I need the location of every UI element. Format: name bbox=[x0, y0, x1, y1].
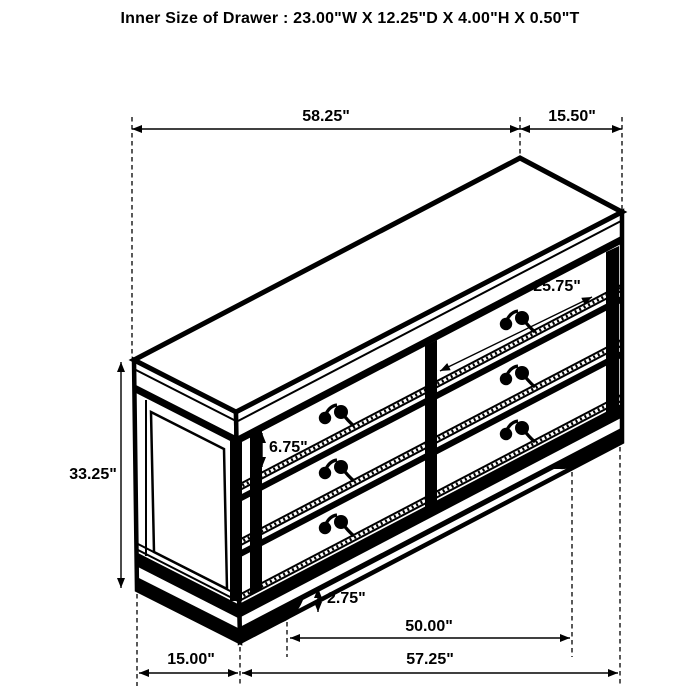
dim-height-label: 33.25" bbox=[69, 466, 117, 483]
center-stile bbox=[425, 340, 437, 507]
dim-drawer-width-label: 25.75" bbox=[533, 278, 581, 295]
dim-top-width-label: 58.25" bbox=[302, 108, 350, 125]
corner-stile bbox=[230, 441, 242, 601]
dim-top-depth-label: 15.50" bbox=[548, 108, 596, 125]
dim-bottom-width-label: 57.25" bbox=[406, 651, 454, 668]
dim-bottom-depth-label: 15.00" bbox=[167, 651, 215, 668]
dim-inner-base-width bbox=[290, 618, 570, 638]
dim-base-clearance-label: 2.75" bbox=[327, 590, 366, 607]
dim-top-depth bbox=[520, 108, 622, 129]
right-stile bbox=[606, 246, 619, 413]
dim-bottom-width bbox=[242, 651, 618, 673]
dim-drawer-height-label: 6.75" bbox=[269, 439, 308, 456]
dim-inner-base-width-label: 50.00" bbox=[405, 618, 453, 635]
dim-top-width bbox=[132, 108, 520, 129]
dresser bbox=[134, 158, 622, 643]
left-stile bbox=[250, 431, 262, 596]
dim-bottom-depth bbox=[139, 651, 238, 673]
diagram-title: Inner Size of Drawer : 23.00"W X 12.25"D X 4.00"H X 0.50"T bbox=[120, 10, 580, 27]
dim-height bbox=[69, 362, 121, 588]
